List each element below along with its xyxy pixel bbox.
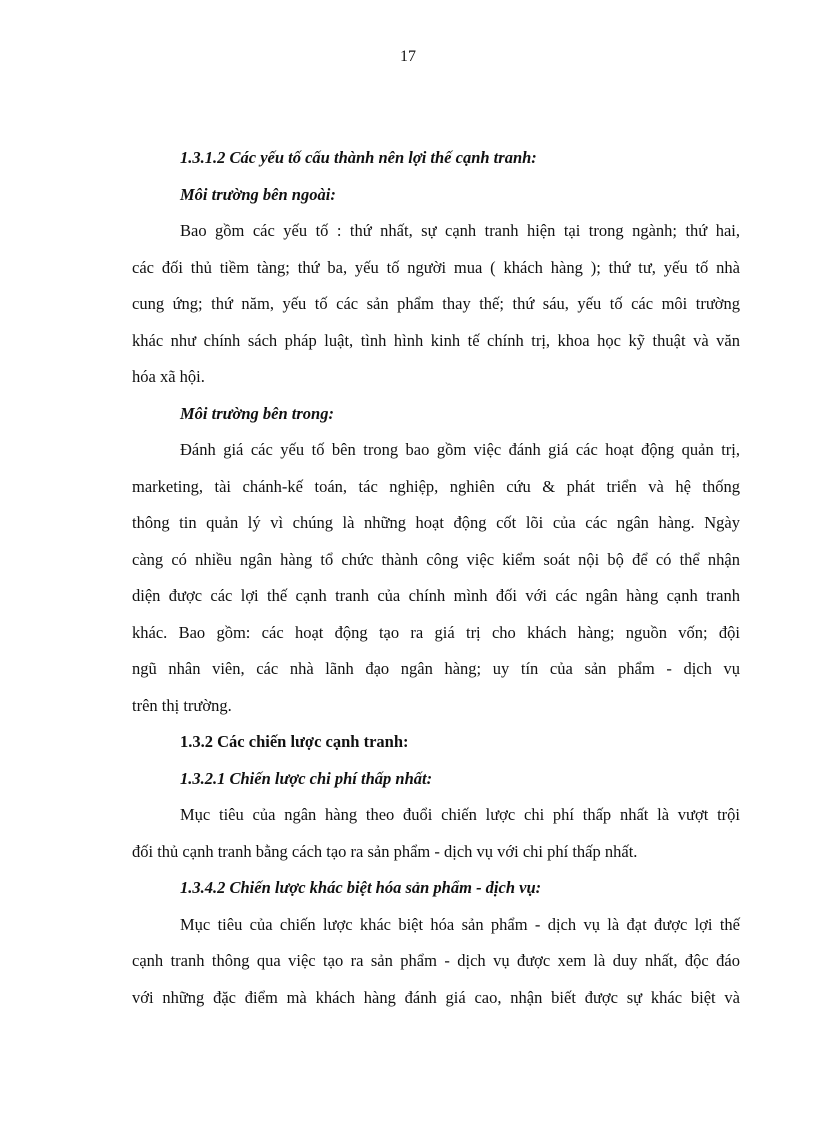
paragraph-line: cạnh tranh thông qua việc tạo ra sản phẩm - dịch vụ được xem là duy nhất, độc đáo (132, 951, 740, 970)
section-heading-1-3-2: 1.3.2 Các chiến lược cạnh tranh: (180, 732, 409, 751)
paragraph-line: Đánh giá các yếu tố bên trong bao gồm việc đánh giá các hoạt động quản trị, (180, 440, 740, 459)
paragraph-line: diện được các lợi thế cạnh tranh của chính mình đối với các ngân hàng cạnh tranh (132, 586, 740, 605)
paragraph-line: các đối thủ tiềm tàng; thứ ba, yếu tố người mua ( khách hàng ); thứ tư, yếu tố nhà (132, 257, 740, 277)
subheading-internal-environment: Môi trường bên trong: (180, 403, 334, 423)
section-heading-1-3-4-2: 1.3.4.2 Chiến lược khác biệt hóa sản phẩm - dịch vụ: (180, 878, 542, 897)
paragraph-line: đối thủ cạnh tranh bằng cách tạo ra sản phẩm - dịch vụ với chi phí thấp nhất. (132, 841, 638, 861)
paragraph-line: Mục tiêu của ngân hàng theo đuổi chiến lược chi phí thấp nhất là vượt trội (180, 805, 740, 824)
paragraph-line: ngũ nhân viên, các nhà lãnh đạo ngân hàng; uy tín của sản phẩm - dịch vụ (132, 659, 740, 678)
section-heading-1-3-1-2: 1.3.1.2 Các yếu tố cấu thành nên lợi thế cạnh tranh: (180, 148, 537, 167)
section-heading-1-3-2-1: 1.3.2.1 Chiến lược chi phí thấp nhất: (180, 768, 433, 788)
paragraph-line: khác như chính sách pháp luật, tình hình kinh tế chính trị, khoa học kỹ thuật và văn (132, 330, 740, 350)
paragraph-line: Mục tiêu của chiến lược khác biệt hóa sản phẩm - dịch vụ là đạt được lợi thế (180, 914, 740, 934)
paragraph-line: trên thị trường. (132, 695, 232, 715)
paragraph-line: khác. Bao gồm: các hoạt động tạo ra giá trị cho khách hàng; nguồn vốn; đội (132, 622, 740, 642)
paragraph-line: càng có nhiều ngân hàng tổ chức thành công việc kiểm soát nội bộ để có thể nhận (132, 549, 740, 569)
paragraph-line: hóa xã hội. (132, 367, 205, 386)
paragraph-line: cung ứng; thứ năm, yếu tố các sản phẩm thay thế; thứ sáu, yếu tố các môi trường (132, 294, 740, 313)
paragraph-line: Bao gồm các yếu tố : thứ nhất, sự cạnh tranh hiện tại trong ngành; thứ hai, (180, 221, 740, 240)
page-number: 17 (400, 48, 416, 65)
document-body (132, 140, 740, 1016)
subheading-external-environment: Môi trường bên ngoài: (180, 184, 336, 204)
paragraph-line: với những đặc điểm mà khách hàng đánh giá cao, nhận biết được sự khác biệt và (132, 987, 740, 1007)
paragraph-line: thông tin quản lý vì chúng là những hoạt động cốt lõi của các ngân hàng. Ngày (132, 513, 740, 532)
paragraph-line: marketing, tài chánh-kế toán, tác nghiệp, nghiên cứu & phát triển và hệ thống (132, 476, 740, 496)
